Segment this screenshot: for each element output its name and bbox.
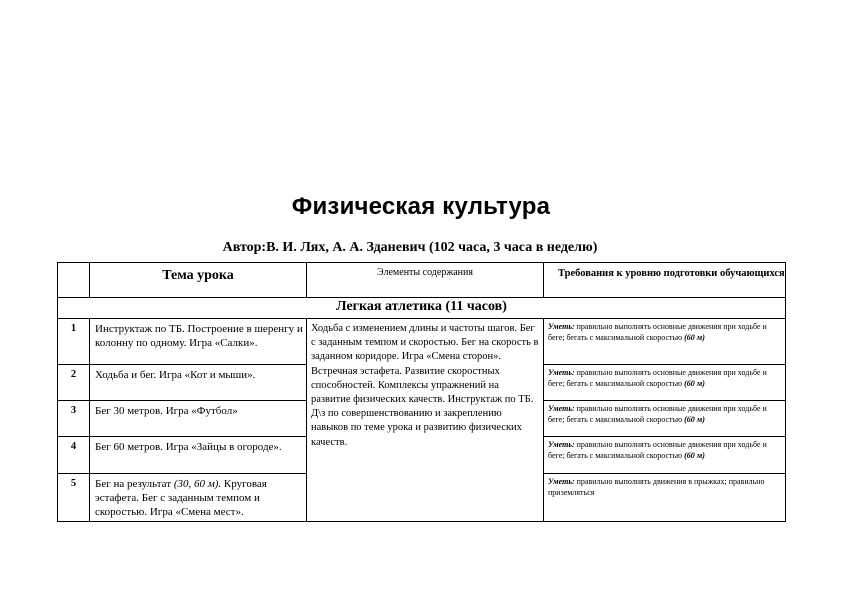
requirement-text: правильно выполнять движения в прыжках; правильно приземляться [548, 477, 765, 497]
lesson-topic-start: Бег на результат [95, 478, 174, 490]
header-row [58, 263, 786, 298]
lesson-topic: Ходьба и бег. Игра «Кот и мыши». [90, 365, 307, 401]
requirement-distance: (60 м) [684, 415, 705, 424]
header-number-cell [58, 263, 90, 298]
row-number: 1 [58, 319, 90, 365]
requirement-distance: (60 м) [684, 379, 705, 388]
lesson-topic-end: Круговая эстафета. Бег с заданным темпом и скоростью. Игра «Смена мест». [95, 478, 267, 518]
header-topic: Тема урока [90, 263, 307, 298]
author-line: Автор:В. И. Лях, А. А. Зданевич (102 часа, 3 часа в неделю) [222, 240, 598, 255]
page-title: Физическая культура [291, 193, 551, 220]
lesson-topic-distances: (30, 60 м). [173, 478, 222, 490]
row-number: 5 [58, 474, 90, 522]
lesson-topic: Инструктаж по ТБ. Построение в шеренгу и колонну по одному. Игра «Салки». [90, 319, 307, 365]
lesson-topic [90, 474, 307, 522]
requirement-label: Уметь: [548, 368, 575, 377]
section-title: Легкая атлетика (11 часов) [58, 298, 786, 319]
row-number: 2 [58, 365, 90, 401]
requirements-cell [544, 319, 786, 365]
requirement-distance: (60 м) [684, 333, 705, 342]
lesson-topic: Бег 60 метров. Игра «Зайцы в огороде». [90, 437, 307, 474]
requirements-cell [544, 365, 786, 401]
requirement-text: правильно выполнять основные движения при ходьбе и беге; бегать с максимальной скоростью [548, 322, 767, 342]
requirement-text: правильно выполнять основные движения при ходьбе и беге; бегать с максимальной скоростью [548, 404, 767, 424]
requirement-label: Уметь: [548, 322, 575, 331]
header-elements: Элементы содержания [307, 263, 544, 298]
requirement-text: правильно выполнять основные движения при ходьбе и беге; бегать с максимальной скоростью [548, 368, 767, 388]
section-row [58, 298, 786, 319]
requirement-label: Уметь: [548, 477, 575, 486]
row-number: 3 [58, 401, 90, 437]
requirements-cell [544, 437, 786, 474]
requirements-cell [544, 474, 786, 522]
requirement-distance: (60 м) [684, 451, 705, 460]
header-requirements: Требования к уровню подготовки обучающихся [544, 263, 786, 298]
lesson-topic: Бег 30 метров. Игра «Футбол» [90, 401, 307, 437]
requirement-label: Уметь: [548, 404, 575, 413]
requirements-cell [544, 401, 786, 437]
row-number: 4 [58, 437, 90, 474]
lesson-plan-table [57, 262, 786, 522]
table-row [58, 319, 786, 365]
requirement-text: правильно выполнять основные движения при ходьбе и беге; бегать с максимальной скоростью [548, 440, 767, 460]
requirement-label: Уметь: [548, 440, 575, 449]
content-elements: Ходьба с изменением длины и частоты шагов. Бег с заданным темпом и скоростью. Бег на скорость в заданном коридоре. Игра «Смена сторон». Встречная эстафета. Развитие скоростных способностей. Комплексы упражнений на развитие физических качеств. Инструктаж по ТБ. Д\з по совершенствованию и закреплению навыков по теме урока и развитию физических качеств. [307, 319, 544, 522]
